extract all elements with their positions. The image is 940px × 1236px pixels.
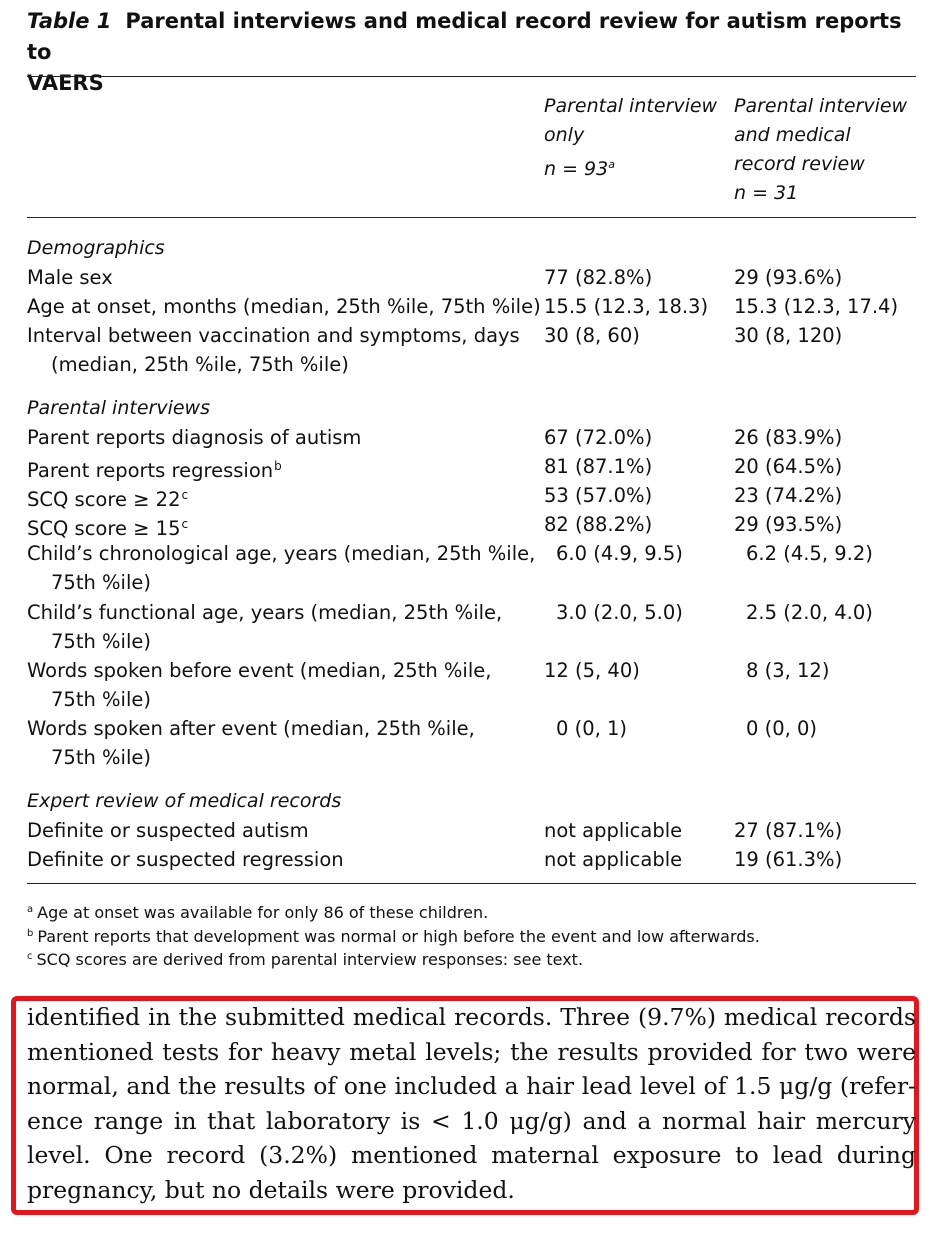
cell-interview-only: 67 (72.0%) <box>544 426 653 449</box>
cell-interview-records: 29 (93.5%) <box>734 513 843 536</box>
section-demographics: Demographics <box>27 237 165 259</box>
row-label: Child’s functional age, years (median, 25th %ile, <box>27 601 503 624</box>
paragraph-line: pregnancy, but no details were provided. <box>27 1175 515 1204</box>
column-header-interview-only <box>544 92 717 184</box>
cell-interview-only: 12 (5, 40) <box>544 659 640 682</box>
body-paragraph <box>27 1000 916 1207</box>
cell-interview-records: 23 (74.2%) <box>734 484 843 507</box>
col1-line2: only <box>544 124 585 146</box>
table-title-line2: VAERS <box>27 71 104 95</box>
row-label: Definite or suspected autism <box>27 819 309 842</box>
col2-line3: record review <box>734 153 865 175</box>
footnote-text: Age at onset was available for only 86 of these children. <box>37 903 489 922</box>
cell-interview-records: 6.2 (4.5, 9.2) <box>746 542 873 565</box>
footnote-text: Parent reports that development was normal or high before the event and low afterwards. <box>37 927 760 946</box>
cell-interview-records: 15.3 (12.3, 17.4) <box>734 295 899 318</box>
header-rule <box>27 217 916 218</box>
row-label: Age at onset, months (median, 25th %ile, 75th %ile) <box>27 295 541 318</box>
col2-line4: n = 31 <box>734 182 799 204</box>
cell-interview-only: 0 (0, 1) <box>556 717 628 740</box>
row-label: Parent reports regression <box>27 459 274 482</box>
footnote-mark: b <box>274 459 282 473</box>
footnote-mark: c <box>27 951 33 962</box>
row-label: Words spoken before event (median, 25th %ile, <box>27 659 492 682</box>
cell-interview-only: 81 (87.1%) <box>544 455 653 478</box>
row-label: Child’s chronological age, years (median, 25th %ile, <box>27 542 536 565</box>
col1-footnote-mark: a <box>608 158 615 171</box>
cell-interview-only: 30 (8, 60) <box>544 324 640 347</box>
table-title-line1: Parental interviews and medical record review for autism reports to <box>27 9 902 64</box>
row-label-cont: 75th %ile) <box>51 746 151 769</box>
footnote-mark: c <box>181 517 189 531</box>
col1-line1: Parental interview <box>544 95 718 117</box>
row-label: SCQ score ≥ 15 <box>27 517 181 540</box>
cell-interview-only: 82 (88.2%) <box>544 513 653 536</box>
top-rule <box>27 76 916 77</box>
cell-interview-only: not applicable <box>544 848 683 871</box>
paragraph-line: level. One record (3.2%) mentioned maternal exposure to lead during <box>27 1141 916 1169</box>
cell-interview-records: 2.5 (2.0, 4.0) <box>746 601 873 624</box>
col2-line2: and medical <box>734 124 851 146</box>
footnote-text: SCQ scores are derived from parental interview responses: see text. <box>36 950 584 969</box>
footnote-mark: c <box>181 488 189 502</box>
row-label-cont: 75th %ile) <box>51 571 151 594</box>
cell-interview-records: 20 (64.5%) <box>734 455 843 478</box>
table-title <box>27 6 917 99</box>
row-label: SCQ score ≥ 22 <box>27 488 181 511</box>
row-label: Parent reports diagnosis of autism <box>27 426 362 449</box>
row-label-cont: 75th %ile) <box>51 688 151 711</box>
paragraph-line: mentioned tests for heavy metal levels; the results provided for two were <box>27 1037 916 1066</box>
cell-interview-records: 27 (87.1%) <box>734 819 843 842</box>
cell-interview-records: 29 (93.6%) <box>734 266 843 289</box>
cell-interview-records: 30 (8, 120) <box>734 324 843 347</box>
cell-interview-records: 19 (61.3%) <box>734 848 843 871</box>
cell-interview-only: 3.0 (2.0, 5.0) <box>556 601 683 624</box>
footnote-mark: a <box>27 904 34 915</box>
paragraph-line: identified in the submitted medical records. Three (9.7%) medical records <box>27 1003 916 1031</box>
cell-interview-only: 77 (82.8%) <box>544 266 653 289</box>
cell-interview-records: 0 (0, 0) <box>746 717 818 740</box>
column-header-interview-and-records <box>734 92 907 208</box>
row-label: Definite or suspected regression <box>27 848 344 871</box>
cell-interview-only: 6.0 (4.9, 9.5) <box>556 542 683 565</box>
table-number: Table 1 <box>27 9 112 33</box>
cell-interview-only: not applicable <box>544 819 683 842</box>
section-parental-interviews: Parental interviews <box>27 397 210 419</box>
cell-interview-only: 15.5 (12.3, 18.3) <box>544 295 709 318</box>
col2-line1: Parental interview <box>734 95 908 117</box>
bottom-rule <box>27 883 916 884</box>
cell-interview-records: 8 (3, 12) <box>746 659 830 682</box>
footnote-a <box>27 898 488 925</box>
row-label: Words spoken after event (median, 25th %ile, <box>27 717 475 740</box>
col1-line3: n = 93 <box>544 158 609 180</box>
paragraph-line: ence range in that laboratory is < 1.0 μg/g) and a normal hair mercury <box>27 1106 916 1135</box>
cell-interview-only: 53 (57.0%) <box>544 484 653 507</box>
row-label: Interval between vaccination and symptoms, days <box>27 324 520 347</box>
paragraph-line: normal, and the results of one included a hair lead level of 1.5 μg/g (refer- <box>27 1072 916 1100</box>
footnote-c <box>27 945 583 972</box>
cell-interview-records: 26 (83.9%) <box>734 426 843 449</box>
row-label-cont: 75th %ile) <box>51 630 151 653</box>
section-expert-review: Expert review of medical records <box>27 790 342 812</box>
footnote-mark: b <box>27 928 34 939</box>
row-label-cont: (median, 25th %ile, 75th %ile) <box>51 353 349 376</box>
row-label: Male sex <box>27 266 113 289</box>
